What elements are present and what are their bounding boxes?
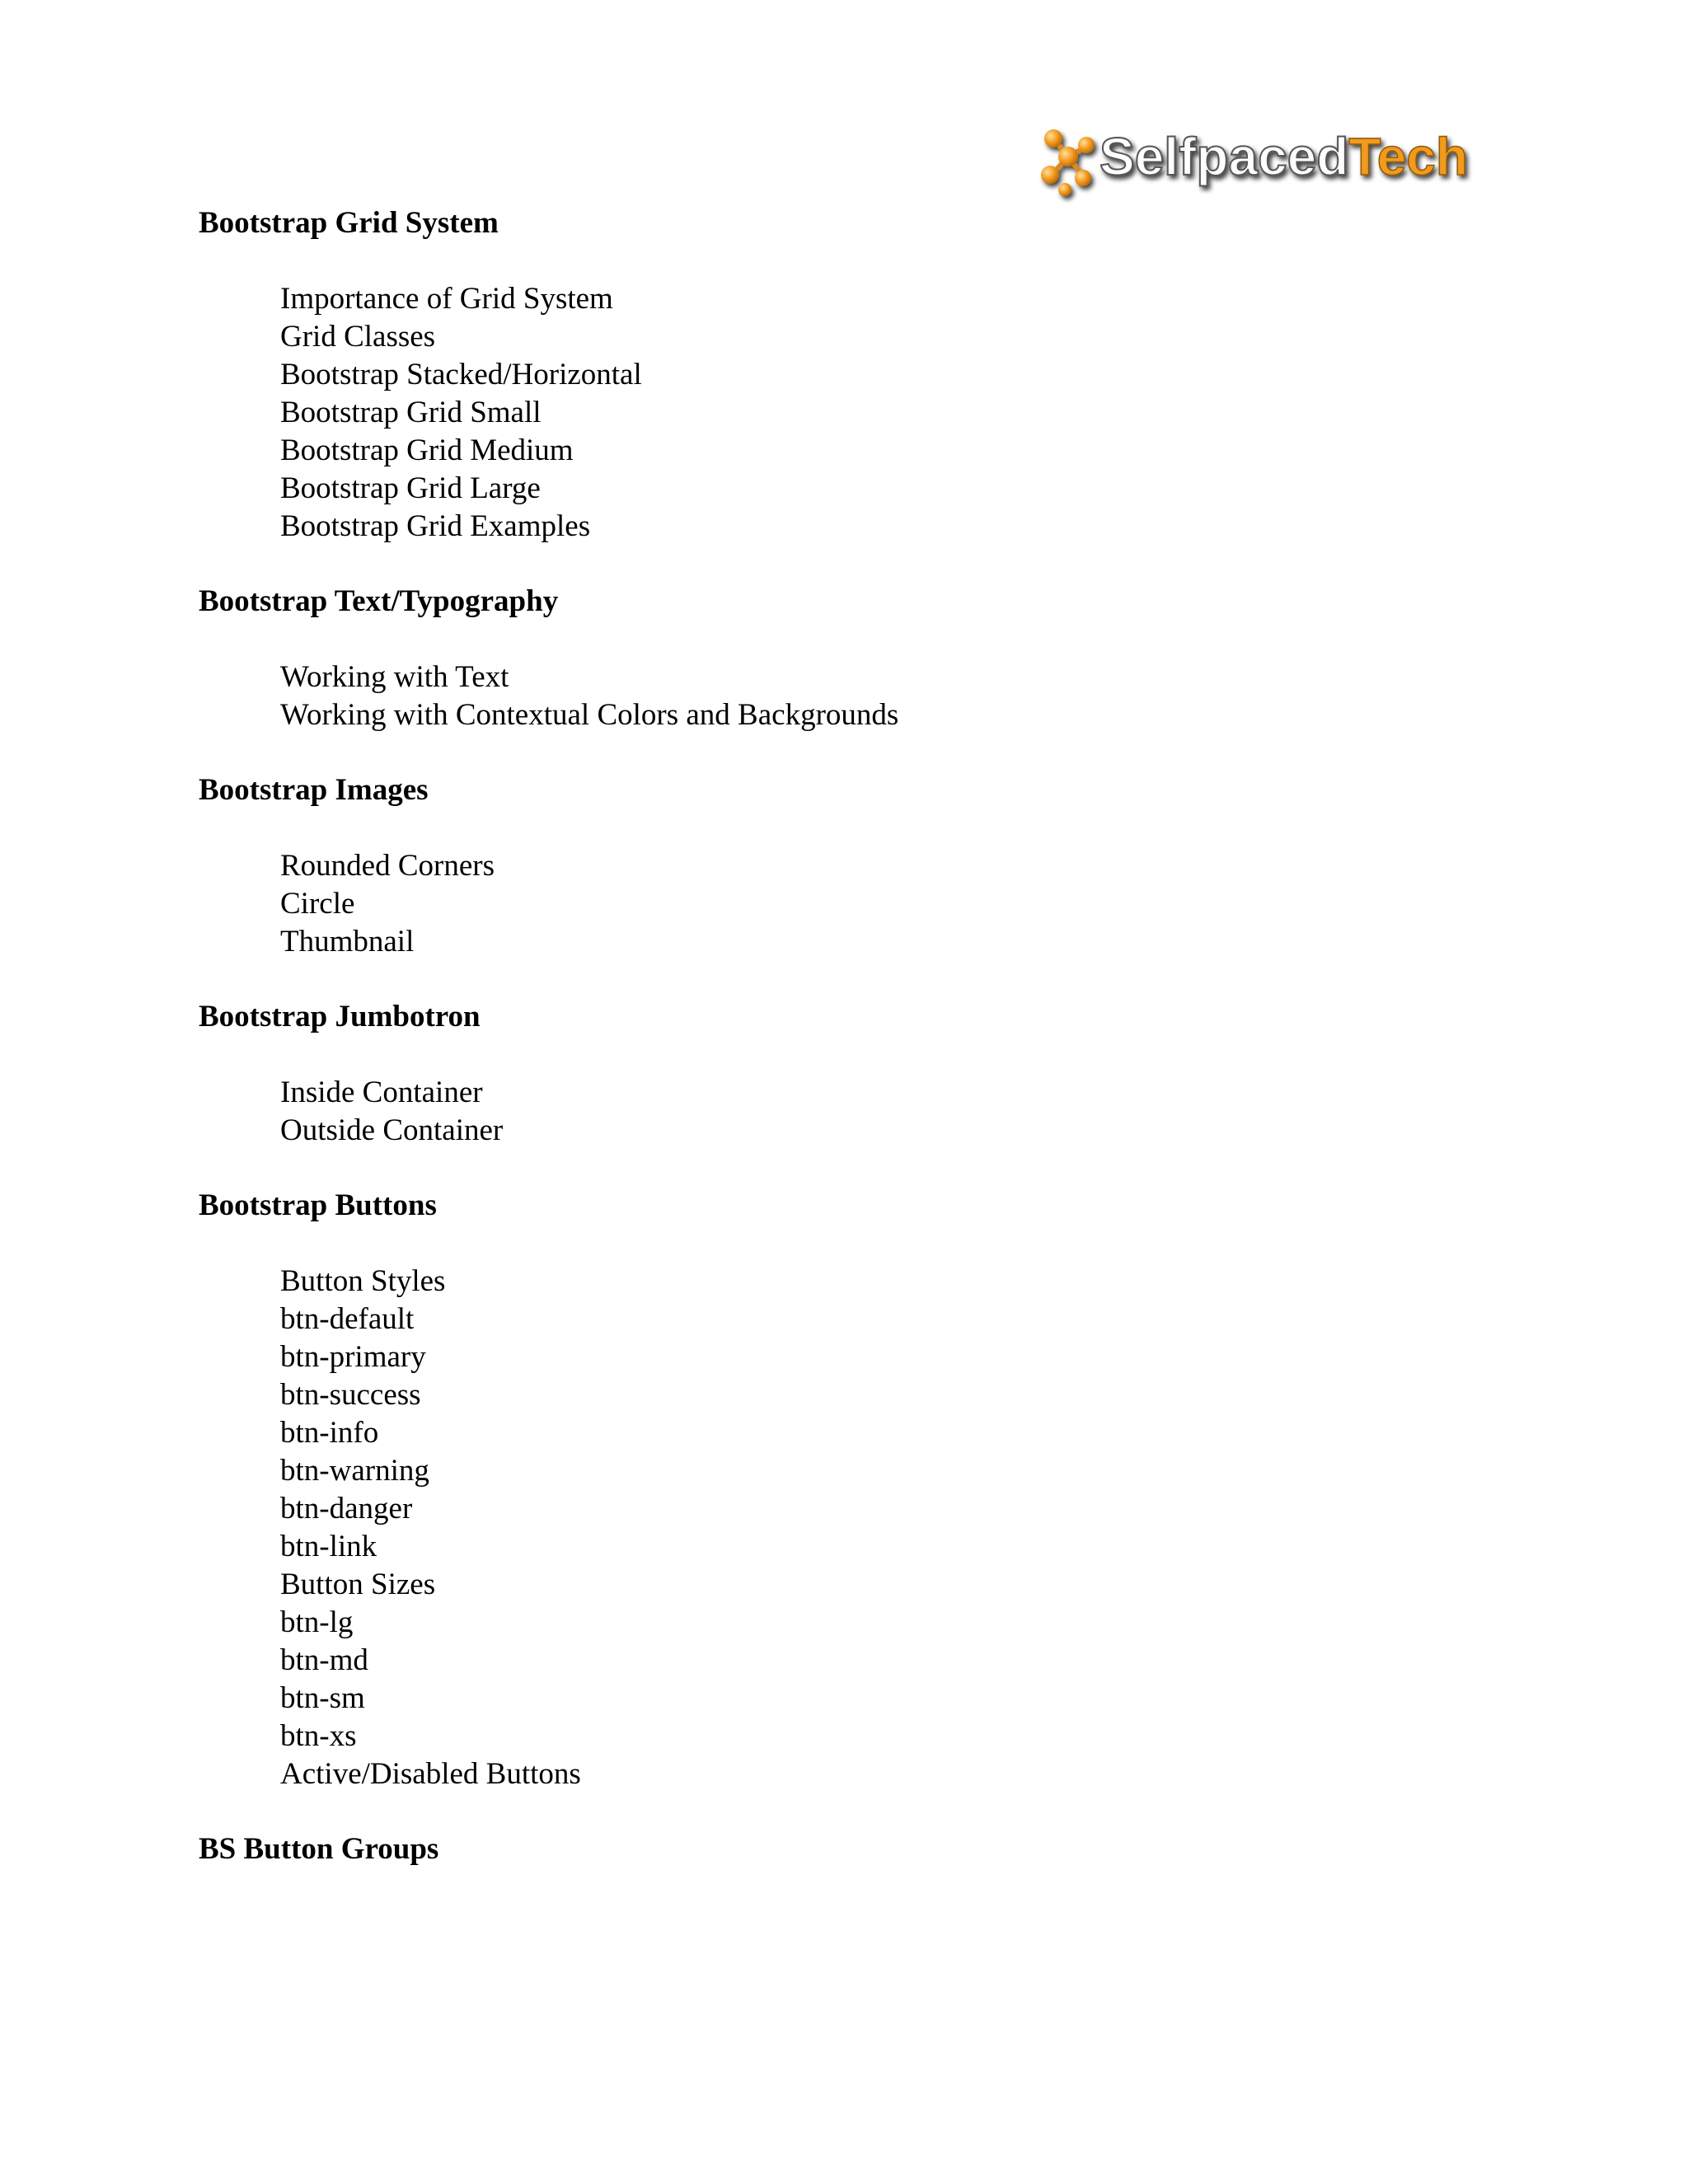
list-item: btn-link bbox=[280, 1530, 377, 1563]
list-item: btn-md bbox=[280, 1643, 368, 1677]
list-item: Bootstrap Grid Large bbox=[280, 471, 541, 505]
list-item: Button Styles bbox=[280, 1264, 446, 1298]
section-text-typography bbox=[199, 583, 1517, 734]
list-item: Active/Disabled Buttons bbox=[280, 1757, 581, 1791]
list-item: Rounded Corners bbox=[280, 849, 495, 883]
list-item: Inside Container bbox=[280, 1076, 483, 1109]
list-item: Working with Text bbox=[280, 660, 509, 694]
topic-list bbox=[199, 1263, 1517, 1793]
section-jumbotron bbox=[199, 998, 1517, 1150]
section-title: BS Button Groups bbox=[199, 1832, 439, 1866]
section-title: Bootstrap Text/Typography bbox=[199, 584, 559, 618]
list-item: btn-sm bbox=[280, 1681, 365, 1715]
list-item: btn-info bbox=[280, 1416, 379, 1450]
list-item: btn-warning bbox=[280, 1454, 429, 1488]
molecule-icon bbox=[1041, 129, 1095, 196]
logo-graphic bbox=[1029, 114, 1474, 206]
list-item: Bootstrap Grid Examples bbox=[280, 509, 591, 543]
section-grid-system bbox=[199, 204, 1517, 546]
section-buttons bbox=[199, 1187, 1517, 1793]
selfpacedtech-logo bbox=[1029, 114, 1474, 206]
section-images bbox=[199, 771, 1517, 961]
list-item: Circle bbox=[280, 887, 355, 921]
topic-list bbox=[199, 1074, 1517, 1150]
list-item: btn-lg bbox=[280, 1605, 354, 1639]
list-item: Bootstrap Grid Medium bbox=[280, 434, 574, 467]
list-item: btn-success bbox=[280, 1378, 421, 1412]
list-item: Thumbnail bbox=[280, 925, 415, 958]
section-title: Bootstrap Grid System bbox=[199, 206, 499, 240]
topic-list bbox=[199, 847, 1517, 961]
list-item: btn-default bbox=[280, 1302, 415, 1336]
logo-text-main: Selfpaced bbox=[1100, 127, 1349, 186]
section-title: Bootstrap Jumbotron bbox=[199, 1000, 481, 1033]
course-outline bbox=[199, 204, 1517, 1906]
topic-list bbox=[199, 658, 1517, 734]
list-item: Working with Contextual Colors and Backgrounds bbox=[280, 698, 899, 732]
section-title: Bootstrap Images bbox=[199, 773, 429, 807]
section-button-groups bbox=[199, 1830, 1517, 1868]
logo-text bbox=[1100, 127, 1468, 186]
list-item: Outside Container bbox=[280, 1113, 504, 1147]
list-item: Bootstrap Stacked/Horizontal bbox=[280, 358, 642, 391]
list-item: btn-danger bbox=[280, 1492, 413, 1526]
list-item: btn-primary bbox=[280, 1340, 426, 1374]
topic-list bbox=[199, 280, 1517, 546]
list-item: btn-xs bbox=[280, 1719, 357, 1753]
list-item: Button Sizes bbox=[280, 1568, 436, 1601]
section-title: Bootstrap Buttons bbox=[199, 1188, 437, 1222]
list-item: Importance of Grid System bbox=[280, 282, 613, 316]
list-item: Bootstrap Grid Small bbox=[280, 396, 542, 429]
list-item: Grid Classes bbox=[280, 320, 436, 354]
logo-text-accent: Tech bbox=[1348, 127, 1468, 186]
